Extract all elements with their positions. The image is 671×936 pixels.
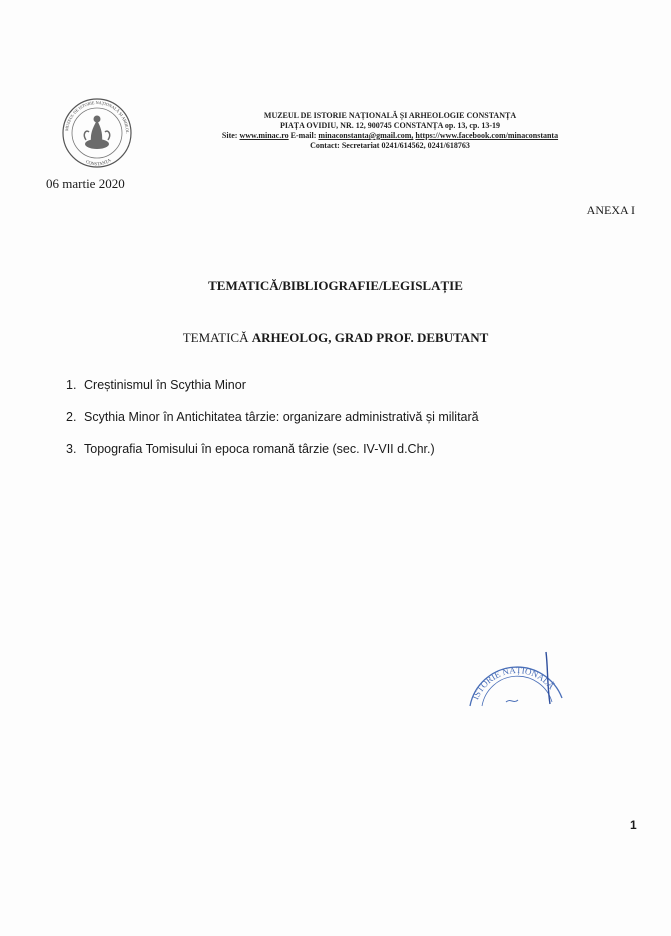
museum-seal-logo [56,96,138,170]
facebook-link[interactable]: https://www.facebook.com/minaconstanta [415,131,559,140]
list-item [66,378,479,410]
document-title: TEMATICĂ/BIBLIOGRAFIE/LEGISLAȚIE [208,278,463,293]
list-item-number: 3. [66,442,77,456]
svg-text:ISTORIE NAȚIONALĂ [470,665,557,701]
institution-address: PIAȚA OVIDIU, NR. 12, 900745 CONSTANȚA op. 13, cp. 13-19 [279,121,501,130]
contact-phone: Contact: Secretariat 0241/614562, 0241/618763 [310,141,470,150]
list-item-text: Creștinismul în Scythia Minor [84,378,246,392]
stamp-text: ISTORIE NAȚIONALĂ [470,665,557,702]
list-item [66,442,479,474]
seal-text: MUZEUL DE ISTORIE NAȚIONALĂ ȘI ARHEOL [64,99,131,134]
list-item [66,410,479,442]
site-label: Site: [221,131,238,140]
contact-web-line [200,131,580,141]
document-subtitle [0,330,671,346]
seal-bottom-text: CONSTANȚA [85,157,112,167]
list-item-text: Scythia Minor în Antichitatea târzie: organizare administrativă și militară [84,410,479,424]
page-number: 1 [630,818,637,832]
subtitle-prefix: TEMATICĂ [182,330,249,345]
document-date: 06 martie 2020 [46,176,125,191]
list-item-text: Topografia Tomisului în epoca romană târzie (sec. IV-VII d.Chr.) [84,442,435,456]
institution-header [200,111,580,151]
official-stamp [462,648,572,708]
list-item-number: 2. [66,410,77,424]
topic-list [66,378,479,474]
list-item-number: 1. [66,378,77,392]
email-link[interactable]: minaconstanta@gmail.com, [318,131,414,140]
institution-name: MUZEUL DE ISTORIE NAȚIONALĂ ȘI ARHEOLOGIE CONSTANȚA [263,111,517,120]
subtitle-position: ARHEOLOG, GRAD PROF. DEBUTANT [251,330,489,345]
email-label: E-mail: [290,131,317,140]
annex-label: ANEXA I [586,203,635,217]
site-link[interactable]: www.minac.ro [239,131,289,140]
